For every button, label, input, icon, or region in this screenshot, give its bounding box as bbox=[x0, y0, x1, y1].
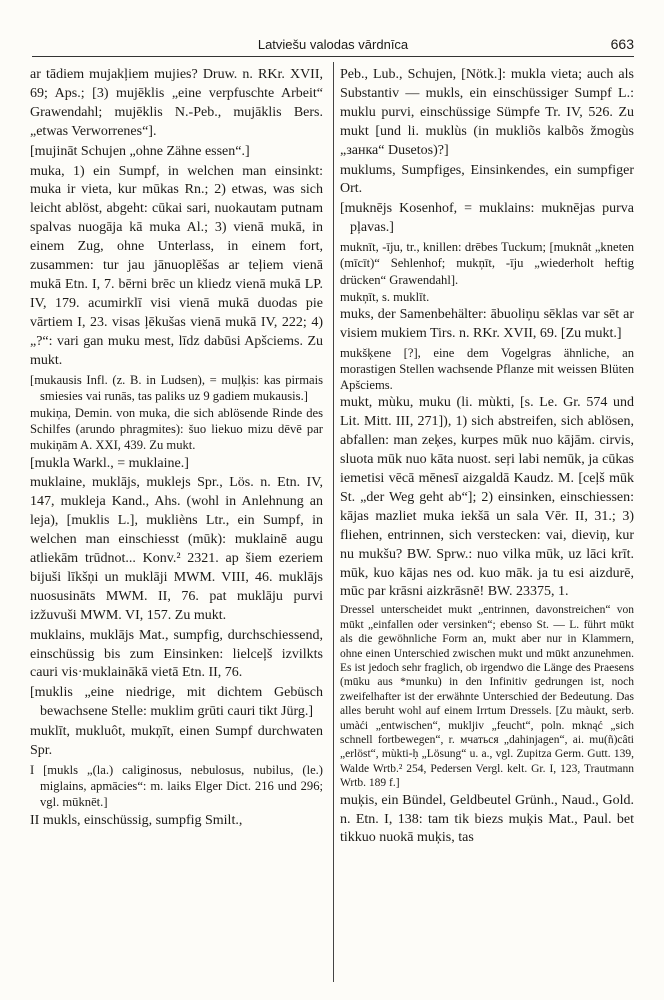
dictionary-entry: mukiņa, Demin. von muka, die sich ablösende Rinde des Schilfes (arundo phragmites): šuo liekuo mizu dēvē par mukiņām A. XXI, 439. Zu mukt. bbox=[30, 405, 323, 453]
dictionary-entry: muknīt, -īju, tr., knillen: drēbes Tuckum; [muknât „kneten (mīcīt)“ Sehlenhof; mukņīt, -īju „wiederholt heftig drücken“ Grawendahl]. bbox=[340, 240, 634, 287]
dictionary-entry: [mukla Warkl., = muklaine.] bbox=[30, 455, 189, 471]
dictionary-entry: I [mukls „(la.) caliginosus, nebulosus, nubilus, (le.) miglains, apmācies“: m. laiks Elger Dict. 216 und 296; vgl. mūknēt.] bbox=[30, 763, 323, 810]
dictionary-entry: mukņīt, s. muklīt. bbox=[340, 289, 430, 304]
dictionary-entry: muka, 1) ein Sumpf, in welchen man einsinkt: muka ir vieta, kur mūkas Rn.; 2) etwas, was sich leicht ablöst, abgeht: cūkai sari, nuokautam putnam spalvas nuogāja kā muka Al.; 3) vienā mukā, in einem Zug, ohne Unterlass, in einem fort, zusammen: tur jau jānuoplēšas ar teļiem vienā mukā Etn. I, 7. bērni brēc un kliedz vienā mukā LP. IV, 179. acumirklī visi vienā mukā duodas pie vārtiem I, 23. visas ļēkušas vienā mukā IV, 222; 4) „?“: vari gan muku mest, līdz dabūsi Apšciems. Zu mukt. bbox=[30, 163, 323, 368]
dictionary-entry: muks, der Samenbehälter: ābuoliņu sēklas var sēt ar visiem mukiem Tirs. n. RKr. XVII, 69. [Zu mukt.] bbox=[340, 306, 634, 341]
dictionary-entry: muklains, muklājs Mat., sumpfig, durchschiessend, einschüssig bis zum Einsinken: lielceļš izvilkts cauri vis·muklainākā vietā Etn. II, 76. bbox=[30, 627, 323, 681]
dictionary-entry: [mukausis Infl. (z. B. in Ludsen), = muļķis: kas pirmais smiesies vai runās, tas paliks uz 9 gadiem mukausis.] bbox=[30, 372, 323, 403]
dictionary-entry: mukt, mùku, muku (li. mùkti, [s. Le. Gr. 574 und Lit. Mitt. III, 271]), 1) sich abstreifen, sich ablösen, abfallen: man zeķes, kurpes mūk nuo kājām. cirvis, sluota mūk nuo kāta nuost. seŗi labi nemūk, ja cūkas iemetisi vēcā mēnesī aizgaldā Kaudz. M. [ceļš mūk St. „der Weg geht ab“]; 2) einsinken, einschiessen: kājas mazliet muka iekšā un sala Vēr. II, 31.; 3) fliehen, entrinnen, sich verstecken: vai, dieviņ, kur nu mukšu? BW. Sprw.: nuo vilka mūk, uz lāci krīt. mūk, kuo kājas nes od. kuo māk. ja tu esi aizdurē, mūc par krāsni aizkrāsnē! BW. 23375, 1. bbox=[340, 395, 634, 600]
dictionary-entry: [muknējs Kosenhof, = muklains: muknējas purva pļavas.] bbox=[340, 201, 634, 236]
dictionary-entry: ar tādiem mujakļiem mujies? Druw. n. RKr. XVII, 69; Aps.; [3) mujēklis „eine verpfuschte Arbeit“ Grawendahl; mujēklis N.-Peb., mujāklis Bers. „etwas Verworrenes“]. bbox=[30, 67, 323, 139]
column-divider bbox=[333, 62, 334, 982]
page-title: Latviešu valodas vārdnīca bbox=[257, 37, 409, 52]
dictionary-entry: muklums, Sumpfiges, Einsinkendes, ein sumpfiger Ort. bbox=[340, 162, 634, 197]
dictionary-entry: mukšķene [?], eine dem Vogelgras ähnliche, an morastigen Stellen wachsende Pflanze mit weissen Blüten Apšciems. bbox=[340, 345, 634, 393]
page-number: 663 bbox=[610, 36, 634, 52]
dictionary-entry: muklīt, mukluôt, mukņīt, einen Sumpf durchwaten Spr. bbox=[30, 724, 323, 759]
left-column bbox=[30, 66, 323, 832]
dictionary-entry: Peb., Lub., Schujen, [Nötk.]: mukla vieta; auch als Substantiv — mukls, ein einschüssiger Sumpf L.: muklu purvi, einschüssige Sümpfe Tr. IV, 526. Zu mukt [und li. muklùs (in mukliõs kalbõs žmogùs „занка“ Dusetos)?] bbox=[340, 67, 634, 158]
dictionary-entry: II mukls, einschüssig, sumpfig Smilt., bbox=[30, 812, 243, 828]
right-column bbox=[340, 66, 634, 849]
running-head bbox=[32, 36, 634, 57]
dictionary-entry: [mujināt Schujen „ohne Zähne essen“.] bbox=[30, 143, 250, 159]
dictionary-entry: muklaine, muklājs, muklejs Spr., Lös. n. Etn. IV, 147, mukleja Kand., Ahs. (wohl in Anlehnung an leja), [muklis L.], muklièns Ltr., ein Sumpf, in welchen man einschiesst (mūk): muklainē augu atliekām trūdnot... Konv.² 2321. ap šiem ezeriem bijuši līkšņi un muklāji MWM. VIII, 46. muklājs nuosusināts MWM. II, 76. pat muklāju purvi izžuvuši MWM. VI, 157. Zu mukt. bbox=[30, 475, 323, 623]
dictionary-entry: [muklis „eine niedrige, mit dichtem Gebüsch bewachsene Stelle: muklim grūti cauri tikt Jürg.] bbox=[30, 685, 323, 720]
dictionary-entry: Dressel unterscheidet mukt „entrinnen, davonstreichen“ von mūkt „einfallen oder versinken“; ebenso St. — L. führt mūkt als die gewöhnliche Form an, mukt aber nur in Klammern, ohne einen Unterschied zwischen mukt und mūkt anzunehmen. Es ist jedoch sehr fraglich, ob irgendwo die Länge des Praesens (mūku aus *munku) in den Infinitiv gedrungen ist, noch zweifelhafter ist der erwähnte Unterschied der Bedeutung. Das alles beruht wohl auf einem Irrtum Dressels. [Zu màukt, serb. umàći „entwischen“, mukljiv „feucht“, poln. mknąć „sich schnell fortbewegen“, r. мчаться „dahinjagen“, ai. mu(ñ)câti „erlöst“, mùkti-ḥ „Lösung“ u. a., vgl. Zupitza Germ. Gutt. 139, Walde Wrtb.² 254, Pedersen Vergl. kelt. Gr. I, 123, Trautmann Wrtb. 189 f.] bbox=[340, 604, 634, 790]
dictionary-entry: muķis, ein Bündel, Geldbeutel Grünh., Naud., Gold. n. Etn. I, 138: tam tik biezs muķis Mat., Paul. bet tikkuo nuokā muķis, tas bbox=[340, 792, 634, 846]
